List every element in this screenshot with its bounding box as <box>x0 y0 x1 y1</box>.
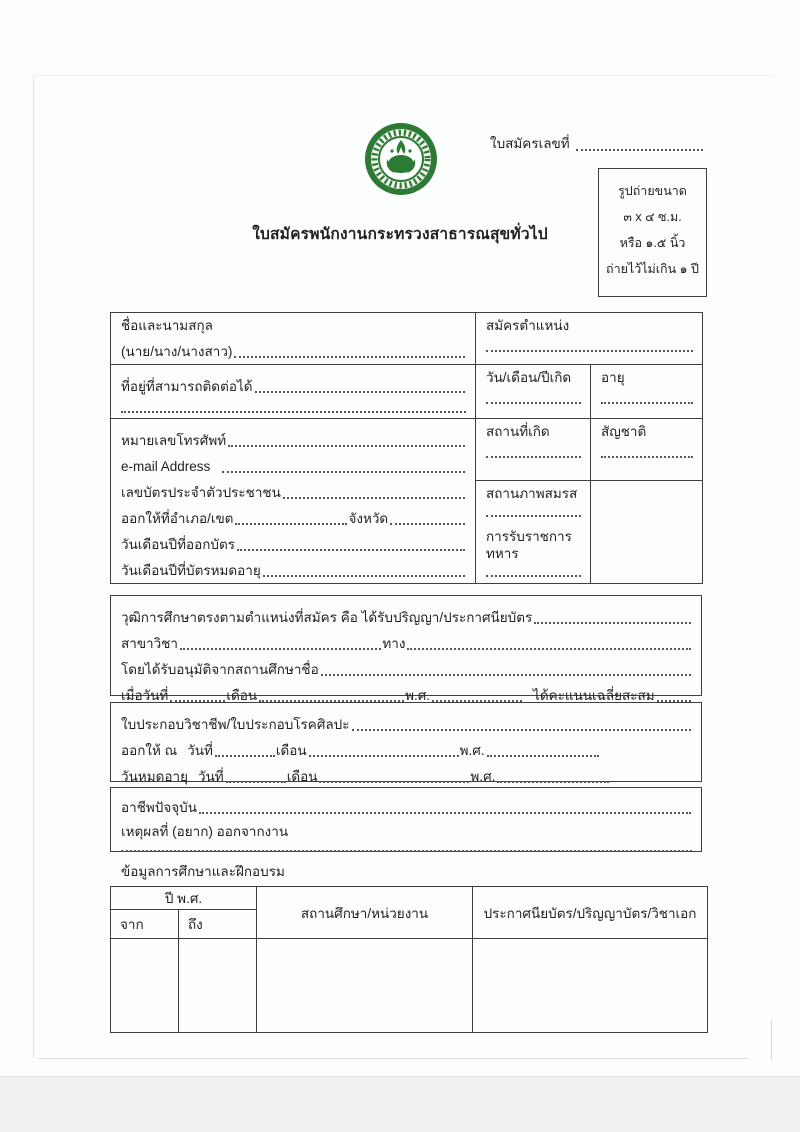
license-box <box>110 702 702 785</box>
phone-label: หมายเลขโทรศัพท์ <box>121 433 227 449</box>
nationality-cell <box>591 419 703 481</box>
birthdate-label: วัน/เดือน/ปีเกิด <box>486 370 572 385</box>
contact-id-cell <box>111 419 476 584</box>
occupation-box <box>110 787 702 852</box>
card-issue-date-field <box>237 549 465 551</box>
address-field-line2 <box>121 411 466 413</box>
issued-at-field <box>235 523 347 525</box>
scan-page-edge-bottom <box>38 1058 748 1059</box>
id-number-field <box>283 497 465 499</box>
major-row <box>121 627 692 653</box>
card-issue-date-row <box>121 528 466 554</box>
address-label: ที่อยู่ที่สามารถติดต่อได้ <box>121 379 253 395</box>
license-issue-year-field <box>487 755 599 757</box>
gpa-label: ได้คะแนนเฉลี่ยสะสม <box>533 688 655 704</box>
current-occupation-field <box>199 812 691 814</box>
application-number-label: ใบสมัครเลขที่ <box>490 136 570 151</box>
license-expiry-year-label: พ.ศ. <box>470 769 496 785</box>
personal-info-table <box>110 312 703 584</box>
license-expiry-month-label: เดือน <box>286 769 318 785</box>
empty-cell <box>591 481 703 584</box>
approved-by-field <box>321 674 691 676</box>
license-issued-at-label: ออกให้ ณ <box>121 743 178 759</box>
degree-label: วุฒิการศึกษาตรงตามตำแหน่งที่สมัคร คือ ได้รับปริญญา/ประกาศนียบัตร <box>121 610 533 626</box>
phone-field <box>228 445 465 447</box>
name-row <box>121 335 466 361</box>
license-expiry-year-field <box>497 781 609 783</box>
license-expiry-day-field <box>226 781 286 783</box>
major-label: สาขาวิชา <box>121 636 178 652</box>
leave-reason-label: เหตุผลที่ (อยาก) ออกจากงาน <box>121 824 289 840</box>
nationality-field <box>601 456 693 458</box>
email-row <box>121 450 466 476</box>
training-col-institution: สถานศึกษา/หน่วยงาน <box>257 887 473 939</box>
training-col-certificate: ประกาศนียบัตร/ปริญญาบัตร/วิชาเอก <box>473 887 708 939</box>
issued-at-label: ออกให้ที่อำเภอ/เขต <box>121 511 234 527</box>
address-field <box>255 391 465 393</box>
degree-field <box>534 622 691 624</box>
name-label: ชื่อและนามสกุล <box>121 318 213 333</box>
position-label: สมัครตำแหน่ง <box>486 318 570 333</box>
training-col-to: ถึง <box>179 910 257 939</box>
approved-by-label: โดยได้รับอนุมัติจากสถานศึกษาชื่อ <box>121 662 319 678</box>
license-issue-date-label: วันที่ <box>187 743 213 759</box>
age-field <box>601 402 693 404</box>
training-table <box>110 886 708 1033</box>
marital-status-label: สถานภาพสมรส <box>486 486 578 501</box>
name-field <box>234 356 465 358</box>
training-section-heading: ข้อมูลการศึกษาและฝึกอบรม <box>121 864 285 879</box>
military-service-field <box>486 575 581 577</box>
email-field <box>222 471 465 473</box>
license-expiry-label: วันหมดอายุ <box>121 769 188 785</box>
current-occupation-label: อาชีพปัจจุบัน <box>121 800 197 816</box>
province-label: จังหวัด <box>348 511 389 527</box>
card-expiry-date-label: วันเดือนปีที่บัตรหมดอายุ <box>121 563 261 579</box>
address-cell <box>111 365 476 419</box>
training-empty-row <box>111 939 708 1033</box>
id-number-row <box>121 476 466 502</box>
license-expiry-row <box>121 760 692 786</box>
training-institution-cell <box>257 939 473 1033</box>
license-field <box>352 729 692 731</box>
card-expiry-date-row <box>121 554 466 580</box>
leave-reason-field <box>121 850 692 852</box>
age-label: อายุ <box>601 370 625 385</box>
address-row <box>121 370 466 396</box>
province-field <box>390 523 465 525</box>
card-issued-at-row <box>121 502 466 528</box>
leave-reason-row <box>121 817 692 841</box>
photo-box-line: ถ่ายไว้ไม่เกิน ๑ ปี <box>606 262 699 276</box>
birthplace-field <box>486 456 581 458</box>
license-expiry-month-field <box>319 781 469 783</box>
license-row <box>121 708 692 734</box>
month-label: เดือน <box>226 688 258 704</box>
current-occupation-row <box>121 793 692 817</box>
license-issue-row <box>121 734 692 760</box>
training-from-cell <box>111 939 179 1033</box>
scan-page-edge-right <box>771 1020 772 1060</box>
position-cell <box>476 313 703 365</box>
via-label: ทาง <box>382 636 406 652</box>
training-col-year: ปี พ.ศ. <box>111 887 257 910</box>
name-prefix-label: (นาย/นาง/นางสาว) <box>121 344 233 359</box>
military-service-label: การรับราชการทหาร <box>486 528 572 561</box>
training-certificate-cell <box>473 939 708 1033</box>
application-number-row <box>490 132 704 154</box>
major-field <box>180 648 381 650</box>
approved-by-row <box>121 653 692 679</box>
age-cell <box>591 365 703 419</box>
birthdate-field <box>486 402 581 404</box>
birthdate-cell <box>476 365 591 419</box>
card-issue-date-label: วันเดือนปีที่ออกบัตร <box>121 537 235 553</box>
license-issue-day-field <box>215 755 275 757</box>
license-expiry-date-label: วันที่ <box>197 769 224 785</box>
license-issue-month-label: เดือน <box>275 743 307 759</box>
license-issue-year-label: พ.ศ. <box>459 743 485 759</box>
on-date-label: เมื่อวันที่ <box>121 688 169 704</box>
photo-box-line: หรือ ๑.๕ นิ้ว <box>619 236 686 250</box>
birthplace-label: สถานที่เกิด <box>486 424 550 439</box>
scan-page-edge-top <box>33 75 774 76</box>
via-field <box>407 648 691 650</box>
position-field <box>486 350 693 352</box>
phone-row <box>121 424 466 450</box>
training-to-cell <box>179 939 257 1033</box>
training-col-from: จาก <box>111 910 179 939</box>
marital-military-cell <box>476 481 591 584</box>
form-title: ใบสมัครพนักงานกระทรวงสาธารณสุขทั่วไป <box>252 226 548 243</box>
nationality-label: สัญชาติ <box>601 424 647 439</box>
degree-row <box>121 601 692 627</box>
license-issue-month-field <box>309 755 459 757</box>
email-label: e-mail Address <box>121 459 211 475</box>
qualification-box <box>110 595 702 704</box>
application-number-field <box>576 149 703 151</box>
license-label: ใบประกอบวิชาชีพ/ใบประกอบโรคศิลปะ <box>121 717 350 733</box>
photo-box-line: ๓ x ๔ ซ.ม. <box>623 210 682 224</box>
card-expiry-date-field <box>263 575 465 577</box>
marital-status-field <box>486 515 581 517</box>
year-label: พ.ศ. <box>405 688 431 704</box>
name-cell <box>111 313 476 365</box>
scan-shadow-band <box>0 1076 800 1132</box>
photo-box-line: รูปถ่ายขนาด <box>618 184 687 198</box>
id-number-label: เลขบัตรประจำตัวประชาชน <box>121 485 281 501</box>
birthplace-cell <box>476 419 591 481</box>
ministry-of-public-health-seal-icon <box>362 120 440 198</box>
